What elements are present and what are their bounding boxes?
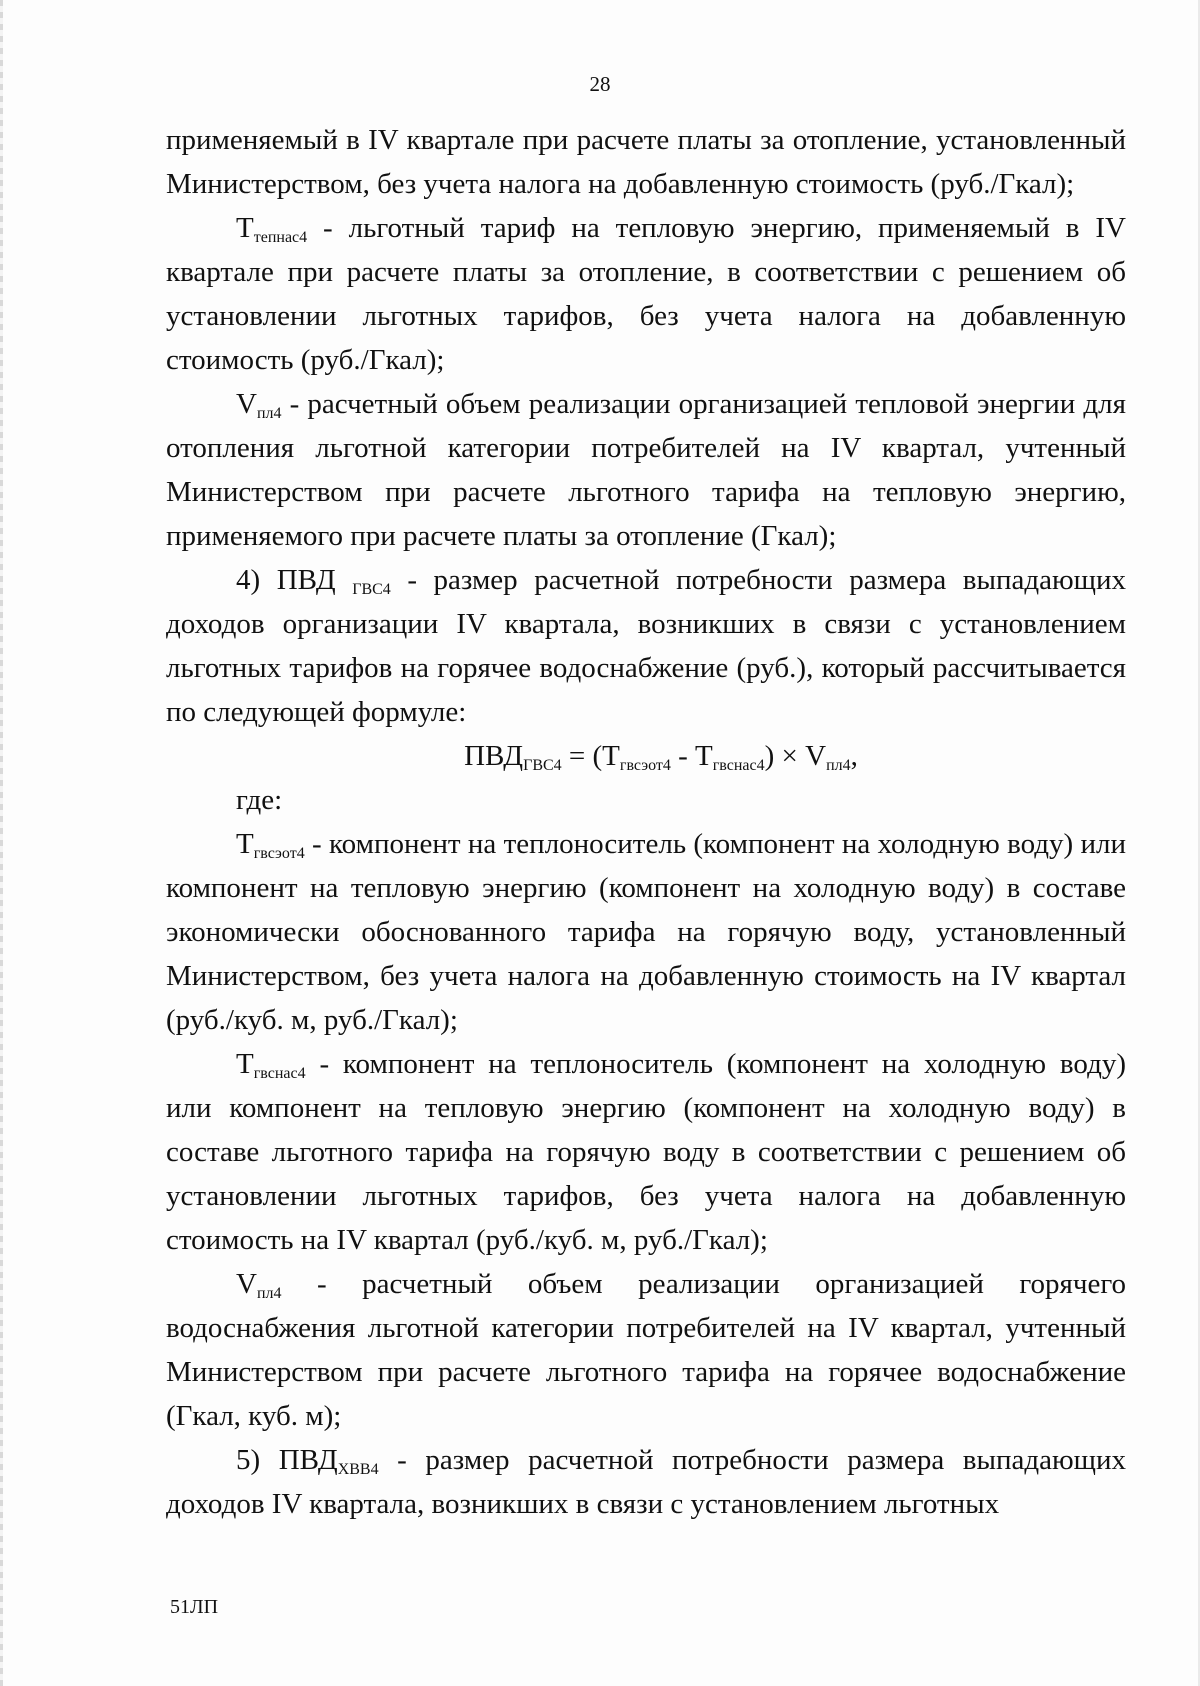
formula-pvd-gvs4: [166, 734, 1126, 778]
formula-equals: = (Т: [561, 740, 620, 772]
definition-t-gvsnas4: [166, 1042, 1126, 1262]
where-label: где:: [236, 784, 283, 816]
symbol: Т: [236, 1048, 254, 1080]
item-subscript: ГВС4: [352, 581, 391, 598]
symbol-subscript: пл4: [256, 1285, 282, 1302]
paragraph-continuation: применяемый в IV квартале при расчете платы за отопление, установленный Министерством, без учета налога на добавленную стоимость (руб./Гкал);: [166, 124, 1126, 200]
item-text: - размер расчетной потребности размера выпадающих доходов организации IV квартала, возникших в связи с установлением льготных тарифов на горячее водоснабжение (руб.), который рассчитывается по следующей формуле:: [166, 564, 1126, 728]
page-number: 28: [589, 72, 611, 96]
item-4-pvd-gvs4: [166, 558, 1126, 734]
footer-document-code: 51ЛП: [170, 1596, 219, 1618]
symbol-subscript: тепнас4: [253, 229, 308, 246]
formula-t2-subscript: гвснас4: [712, 757, 765, 774]
definition-v-pl4-gvs: [166, 1262, 1126, 1438]
formula-minus: - Т: [670, 740, 713, 772]
definition-text: - льготный тариф на тепловую энергию, применяемый в IV квартале при расчете платы за отопление, в соответствии с решением об установлении льготных тарифов, без учета налога на добавленную стоимость (руб./Гкал);: [166, 212, 1126, 376]
item-prefix: 4) ПВД: [236, 564, 353, 596]
definition-text: - расчетный объем реализации организацией тепловой энергии для отопления льготной категории потребителей на IV квартал, учтенный Министерством при расчете льготного тарифа на тепловую энергию, применяемого при расчете платы за отопление (Гкал);: [166, 388, 1126, 552]
symbol: V: [236, 1268, 257, 1300]
definition-text: - расчетный объем реализации организацией горячего водоснабжения льготной категории потребителей на IV квартал, учтенный Министерством при расчете льготного тарифа на горячее водоснабжение (Гкал, куб. м);: [166, 1268, 1126, 1432]
formula-end: ,: [850, 740, 858, 772]
item-subscript: ХВВ4: [337, 1461, 379, 1478]
formula-t1-subscript: гвсэот4: [619, 757, 671, 774]
item-text: - размер расчетной потребности размера выпадающих доходов IV квартала, возникших в связи с установлением льготных: [166, 1444, 1126, 1520]
scan-edge-left: [0, 0, 3, 1686]
definition-t-gvseot4: [166, 822, 1126, 1042]
definition-t-tepnas4: [166, 206, 1126, 382]
formula-v-subscript: пл4: [826, 757, 851, 774]
symbol: Т: [236, 212, 254, 244]
definition-v-pl4: [166, 382, 1126, 558]
definition-text: - компонент на теплоноситель (компонент на холодную воду) или компонент на тепловую энергию (компонент на холодную воду) в составе экономически обоснованного тарифа на горячую воду, установленный Министерством, без учета налога на добавленную стоимость на IV квартал (руб./куб. м, руб./Гкал);: [166, 828, 1126, 1036]
symbol-subscript: гвсэот4: [253, 845, 305, 862]
symbol-subscript: пл4: [256, 405, 282, 422]
document-body: [166, 118, 1126, 1526]
formula-lhs-subscript: ГВС4: [523, 757, 562, 774]
definition-text: - компонент на теплоноситель (компонент на холодную воду) или компонент на тепловую энергию (компонент на холодную воду) в составе льготного тарифа на горячую воду в соответствии с решением об установлении льготных тарифов, без учета налога на добавленную стоимость на IV квартал (руб./куб. м, руб./Гкал);: [166, 1048, 1126, 1256]
symbol: V: [236, 388, 257, 420]
symbol-subscript: гвснас4: [253, 1065, 306, 1082]
item-5-pvd-xvv4: [166, 1438, 1126, 1526]
item-prefix: 5) ПВД: [236, 1444, 338, 1476]
symbol: Т: [236, 828, 254, 860]
formula-lhs: ПВД: [464, 740, 524, 772]
formula-times: ) × V: [764, 740, 827, 772]
